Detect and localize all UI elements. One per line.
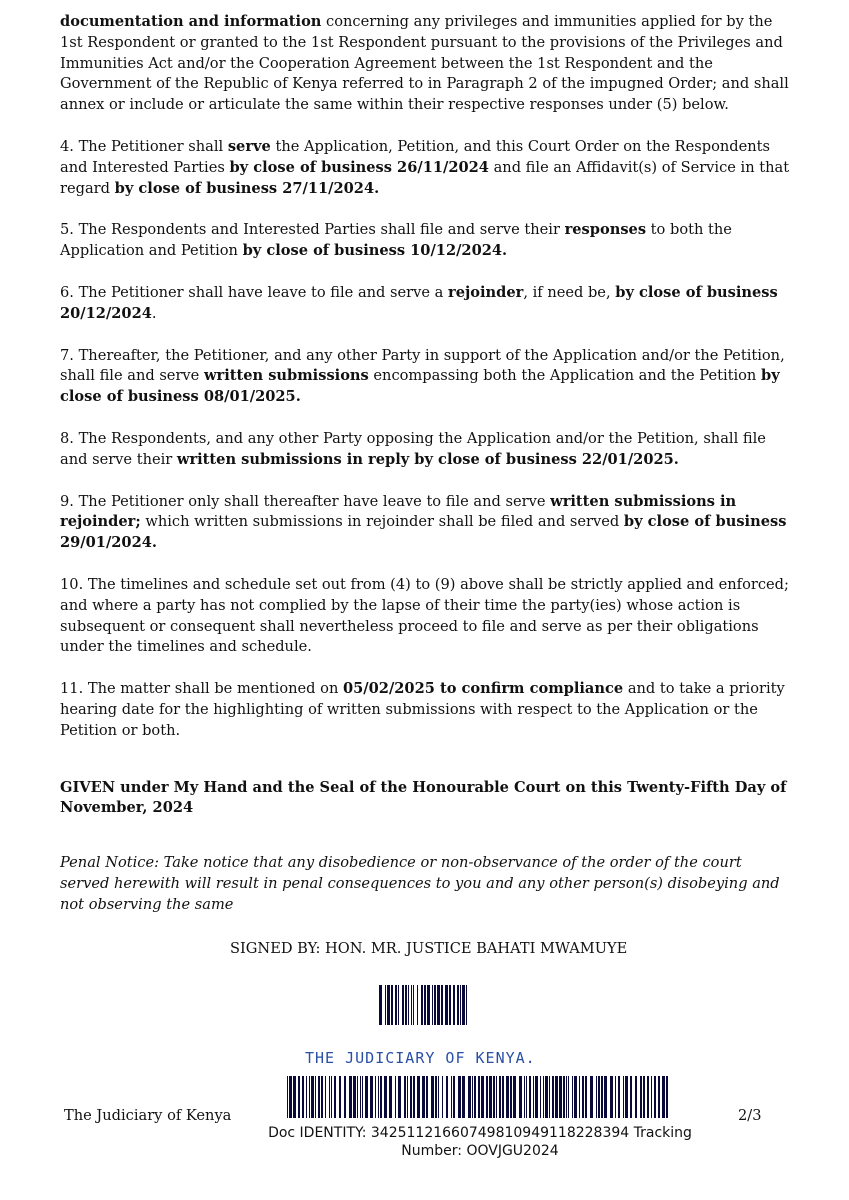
barcode-bar bbox=[375, 1076, 376, 1118]
barcode-bar bbox=[460, 985, 461, 1025]
barcode-bar bbox=[474, 1076, 476, 1118]
barcode-bar bbox=[442, 1076, 443, 1118]
text-run: 11. The matter shall be mentioned on bbox=[60, 680, 343, 698]
barcode-bar bbox=[543, 1076, 544, 1118]
order-paragraph bbox=[60, 283, 790, 325]
barcode-bar bbox=[582, 1076, 584, 1118]
barcode-bar bbox=[630, 1076, 632, 1118]
barcode-bar bbox=[499, 1076, 501, 1118]
text-run: which written submissions in rejoinder shall be filed and served bbox=[140, 513, 624, 531]
barcode-bar bbox=[408, 985, 409, 1025]
barcode-bar bbox=[486, 1076, 488, 1118]
order-paragraph bbox=[60, 575, 790, 658]
barcode-bar bbox=[380, 1076, 382, 1118]
barcode-bar bbox=[318, 1076, 320, 1118]
text-run: 4. The Petitioner shall bbox=[60, 137, 228, 155]
barcode-bar bbox=[306, 1076, 307, 1118]
order-paragraphs bbox=[60, 12, 790, 742]
barcode-bar bbox=[365, 1076, 368, 1118]
text-run: concerning any privileges and immunities applied for by the 1st Respondent or granted to the 1st Respondent pursuant to the provisions of the Privileges and Immunities Act and/or the Cooperation Agreement between the 1st Respondent and the Government of the Republic of Kenya referred to in Paragraph 2 of the impugned Order; and shall annex or include or articulate the same within their respective responses under (5) below. bbox=[60, 13, 789, 114]
barcode-bar bbox=[533, 1076, 534, 1118]
barcode-bar bbox=[496, 1076, 497, 1118]
text-run: 8. The Respondents, and any other Party opposing the Application and/or the Petition, shall file and serve their bbox=[60, 429, 766, 468]
barcode-bar bbox=[389, 1076, 392, 1118]
order-paragraph bbox=[60, 220, 790, 262]
barcode-bar bbox=[610, 1076, 613, 1118]
barcode-bar bbox=[549, 1076, 550, 1118]
barcode-bar bbox=[651, 1076, 652, 1118]
barcode-bar bbox=[457, 985, 459, 1025]
barcode-bar bbox=[545, 1076, 548, 1118]
barcode-bar bbox=[462, 985, 465, 1025]
barcode-bar bbox=[566, 1076, 567, 1118]
barcode-bar bbox=[391, 985, 393, 1025]
bold-run: written submissions in rejoinder; bbox=[60, 492, 737, 531]
barcode-bar bbox=[398, 985, 399, 1025]
barcode-bar bbox=[654, 1076, 656, 1118]
barcode-bar bbox=[384, 1076, 387, 1118]
given-under-hand: GIVEN under My Hand and the Seal of the Honourable Court on this Twenty-Fifth Day of November, 2024 bbox=[60, 778, 787, 817]
barcode-bar bbox=[445, 985, 448, 1025]
barcode-bar bbox=[468, 1076, 471, 1118]
barcode-bar bbox=[493, 1076, 495, 1118]
barcode-bar bbox=[309, 1076, 310, 1118]
text-run: 7. Thereafter, the Petitioner, and any other Party in support of the Application and/or the Petition, shall file and serve bbox=[60, 346, 785, 385]
barcode-bar bbox=[334, 1076, 336, 1118]
barcode-bar bbox=[431, 1076, 434, 1118]
barcode-bar bbox=[506, 1076, 509, 1118]
bold-run: written submissions in reply by close of business 22/01/2025. bbox=[176, 450, 679, 468]
text-run: . bbox=[151, 304, 157, 322]
text-run: 9. The Petitioner only shall thereafter have leave to file and serve bbox=[60, 492, 551, 510]
barcode-bar bbox=[379, 985, 382, 1025]
barcode-bar bbox=[466, 985, 467, 1025]
barcode-bar bbox=[437, 985, 440, 1025]
barcode-bar bbox=[321, 1076, 323, 1118]
barcode-bar bbox=[559, 1076, 562, 1118]
barcode-bar bbox=[311, 1076, 314, 1118]
barcode-bar bbox=[435, 1076, 437, 1118]
barcode-bar bbox=[598, 1076, 600, 1118]
barcode-bar bbox=[339, 1076, 341, 1118]
barcode-bar bbox=[510, 1076, 512, 1118]
barcode-bar bbox=[407, 1076, 408, 1118]
barcode-bar bbox=[438, 1076, 439, 1118]
barcode-bar bbox=[623, 1076, 624, 1118]
order-paragraph bbox=[60, 492, 790, 554]
barcode-bar bbox=[402, 985, 404, 1025]
bold-run: serve bbox=[227, 137, 271, 155]
barcode-bar bbox=[625, 1076, 628, 1118]
barcode-bar bbox=[293, 1076, 296, 1118]
order-paragraph bbox=[60, 346, 790, 408]
barcode-bar bbox=[535, 1076, 538, 1118]
barcode-bar bbox=[329, 1076, 330, 1118]
barcode-bar bbox=[378, 1076, 379, 1118]
bold-run: documentation and information bbox=[60, 13, 322, 30]
order-paragraph bbox=[60, 679, 790, 741]
doc-identity: Doc IDENTITY: 3425112166074981094911822839​4 Tracking Number: OOVJGU2024 bbox=[268, 1125, 692, 1159]
barcode-bar bbox=[453, 985, 455, 1025]
barcode-bar bbox=[395, 985, 397, 1025]
document-body bbox=[60, 12, 790, 916]
text-run: and file an Affidavit(s) of Service in that regard bbox=[60, 158, 790, 197]
bold-run: by close of business 26/11/2024 bbox=[229, 158, 489, 176]
text-run: 6. The Petitioner shall have leave to file and serve a bbox=[60, 283, 448, 301]
barcode-bar bbox=[427, 985, 430, 1025]
order-paragraph bbox=[60, 12, 790, 116]
barcode-bar bbox=[446, 1076, 448, 1118]
barcode-bar bbox=[529, 1076, 531, 1118]
barcode-bar bbox=[596, 1076, 597, 1118]
barcode-bar bbox=[410, 1076, 412, 1118]
barcode-bar bbox=[666, 1076, 668, 1118]
barcode-bar bbox=[298, 1076, 300, 1118]
footer-issuer: The Judiciary of Kenya bbox=[64, 1107, 232, 1124]
barcode-bar bbox=[647, 1076, 649, 1118]
bold-run: responses bbox=[564, 221, 647, 239]
text-run: 10. The timelines and schedule set out from (4) to (9) above shall be strictly applied and enforced; and where a party has not complied by the lapse of their time the party(ies) whose action is subsequent or consequent shall nevertheless proceed to file and serve as per their obligations under the timelines and schedule. bbox=[60, 575, 789, 656]
barcode-bar bbox=[489, 1076, 492, 1118]
barcode-bar bbox=[526, 1076, 527, 1118]
barcode-bar bbox=[424, 985, 426, 1025]
barcode-bar bbox=[615, 1076, 616, 1118]
text-run: to both the Application and Petition bbox=[60, 221, 732, 260]
barcode-bar bbox=[357, 1076, 358, 1118]
barcode-bar bbox=[434, 985, 436, 1025]
barcode-bar bbox=[579, 1076, 580, 1118]
barcode-bar bbox=[590, 1076, 593, 1118]
text-run: the Application, Petition, and this Court Order on the Respondents and Interested Parties bbox=[60, 137, 770, 176]
barcode-bar bbox=[453, 1076, 455, 1118]
barcode-bar bbox=[618, 1076, 620, 1118]
text-run: encompassing both the Application and the Petition bbox=[368, 367, 761, 385]
barcode-bar bbox=[563, 1076, 565, 1118]
barcode-bar bbox=[404, 1076, 406, 1118]
order-paragraph bbox=[60, 137, 790, 199]
barcode-bar bbox=[540, 1076, 541, 1118]
barcode-bar bbox=[417, 985, 418, 1025]
bold-run: by close of business 29/01/2024. bbox=[60, 513, 787, 552]
barcode-bar bbox=[426, 1076, 428, 1118]
bold-run: 05/02/2025 to confirm compliance bbox=[343, 680, 624, 698]
barcode-bar bbox=[478, 1076, 480, 1118]
page-number: 2/3 bbox=[738, 1107, 762, 1124]
barcode-bar bbox=[387, 985, 390, 1025]
barcode-bar bbox=[572, 1076, 573, 1118]
barcode-bar bbox=[362, 1076, 363, 1118]
barcode-bar bbox=[432, 985, 433, 1025]
barcode-bar bbox=[524, 1076, 525, 1118]
barcode-bar bbox=[413, 1076, 415, 1118]
barcode-bar bbox=[449, 985, 451, 1025]
barcode-bar bbox=[481, 1076, 484, 1118]
barcode-bar bbox=[513, 1076, 516, 1118]
signed-by: SIGNED BY: HON. MR. JUSTICE BAHATI MWAMUYE bbox=[230, 940, 628, 957]
barcode-bar bbox=[411, 985, 412, 1025]
barcode-bar bbox=[585, 1076, 587, 1118]
barcode-bar bbox=[658, 1076, 660, 1118]
barcode-bar bbox=[421, 985, 423, 1025]
barcode-bar bbox=[574, 1076, 577, 1118]
order-paragraph bbox=[60, 429, 790, 471]
bold-run: by close of business 20/12/2024 bbox=[60, 283, 778, 322]
barcode-bar bbox=[289, 1076, 292, 1118]
barcode-bar bbox=[360, 1076, 361, 1118]
barcode-bar bbox=[451, 1076, 452, 1118]
bold-run: by close of business 27/11/2024. bbox=[114, 179, 380, 197]
barcode-bar bbox=[370, 1076, 373, 1118]
barcode-bar bbox=[349, 1076, 352, 1118]
barcode-bar bbox=[502, 1076, 504, 1118]
judiciary-stamp-text: THE JUDICIARY OF KENYA. bbox=[305, 1049, 536, 1067]
barcode-bar bbox=[604, 1076, 607, 1118]
barcode-bar bbox=[643, 1076, 645, 1118]
penal-notice: Penal Notice: Take notice that any disobedience or non-observance of the order of the court served herewith will result in penal consequences to you and any other person(s) disobeying and not observing the same bbox=[60, 854, 780, 913]
barcode-bar bbox=[331, 1076, 332, 1118]
barcode-bar bbox=[458, 1076, 461, 1118]
barcode-bar bbox=[315, 1076, 316, 1118]
barcode-bar bbox=[344, 1076, 346, 1118]
barcode-bar bbox=[325, 1076, 326, 1118]
barcode-small bbox=[379, 985, 469, 1025]
barcode-bar bbox=[568, 1076, 569, 1118]
bold-run: by close of business 08/01/2025. bbox=[60, 367, 780, 406]
barcode-bar bbox=[472, 1076, 473, 1118]
text-run: 5. The Respondents and Interested Parties shall file and serve their bbox=[60, 221, 565, 239]
barcode-bar bbox=[302, 1076, 304, 1118]
barcode-bar bbox=[398, 1076, 401, 1118]
barcode-bar bbox=[555, 1076, 558, 1118]
barcode-bar bbox=[413, 985, 414, 1025]
barcode-bar bbox=[462, 1076, 465, 1118]
barcode-bar bbox=[635, 1076, 637, 1118]
barcode-bar bbox=[353, 1076, 356, 1118]
text-run: and to take a priority hearing date for the highlighting of written submissions with respect to the Application or the Petition or both. bbox=[60, 680, 785, 739]
barcode-bar bbox=[422, 1076, 425, 1118]
barcode-bar bbox=[417, 1076, 420, 1118]
barcode-bar bbox=[287, 1076, 288, 1118]
barcode-bar bbox=[441, 985, 443, 1025]
barcode-bar bbox=[519, 1076, 522, 1118]
barcode-large bbox=[287, 1076, 671, 1118]
bold-run: by close of business 10/12/2024. bbox=[242, 242, 508, 260]
barcode-bar bbox=[601, 1076, 603, 1118]
barcode-bar bbox=[385, 985, 386, 1025]
barcode-bar bbox=[405, 985, 407, 1025]
bold-run: rejoinder bbox=[448, 283, 524, 301]
barcode-bar bbox=[552, 1076, 554, 1118]
bold-run: written submissions bbox=[203, 367, 369, 385]
barcode-bar bbox=[662, 1076, 665, 1118]
text-run: , if need be, bbox=[523, 283, 616, 301]
barcode-bar bbox=[640, 1076, 642, 1118]
barcode-bar bbox=[395, 1076, 396, 1118]
